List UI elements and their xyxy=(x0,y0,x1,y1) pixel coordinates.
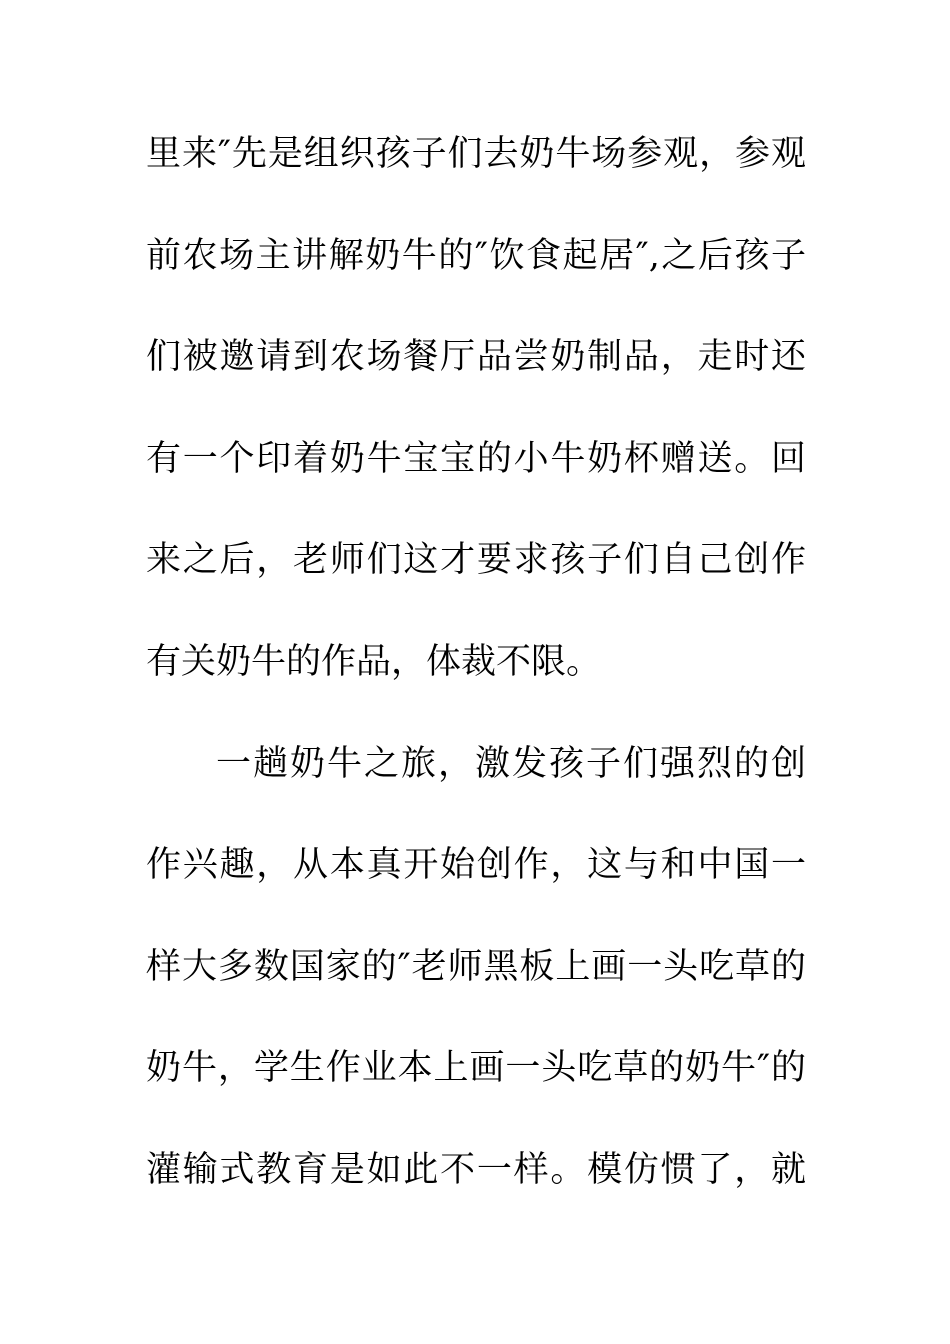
text-line: 作兴趣，从本真开始创作，这与和中国一 xyxy=(146,845,806,886)
text-line: 一趟奶牛之旅，激发孩子们强烈的创 xyxy=(216,743,806,784)
text-line: 们被邀请到农场餐厅品尝奶制品，走时还 xyxy=(146,337,806,378)
text-line: 有关奶牛的作品，体裁不限。 xyxy=(146,641,602,682)
text-line: 奶牛，学生作业本上画一头吃草的奶牛″的 xyxy=(146,1048,806,1089)
body-text xyxy=(146,122,806,1240)
text-line: 来之后，老师们这才要求孩子们自己创作 xyxy=(146,540,806,581)
text-line: 有一个印着奶牛宝宝的小牛奶杯赠送。回 xyxy=(146,438,806,479)
text-line: 前农场主讲解奶牛的″饮食起居″,之后孩子 xyxy=(146,235,806,276)
text-line: 灌输式教育是如此不一样。模仿惯了，就 xyxy=(146,1149,806,1190)
text-line: 样大多数国家的″老师黑板上画一头吃草的 xyxy=(146,946,806,987)
text-line: 里来″先是组织孩子们去奶牛场参观，参观 xyxy=(146,134,806,174)
